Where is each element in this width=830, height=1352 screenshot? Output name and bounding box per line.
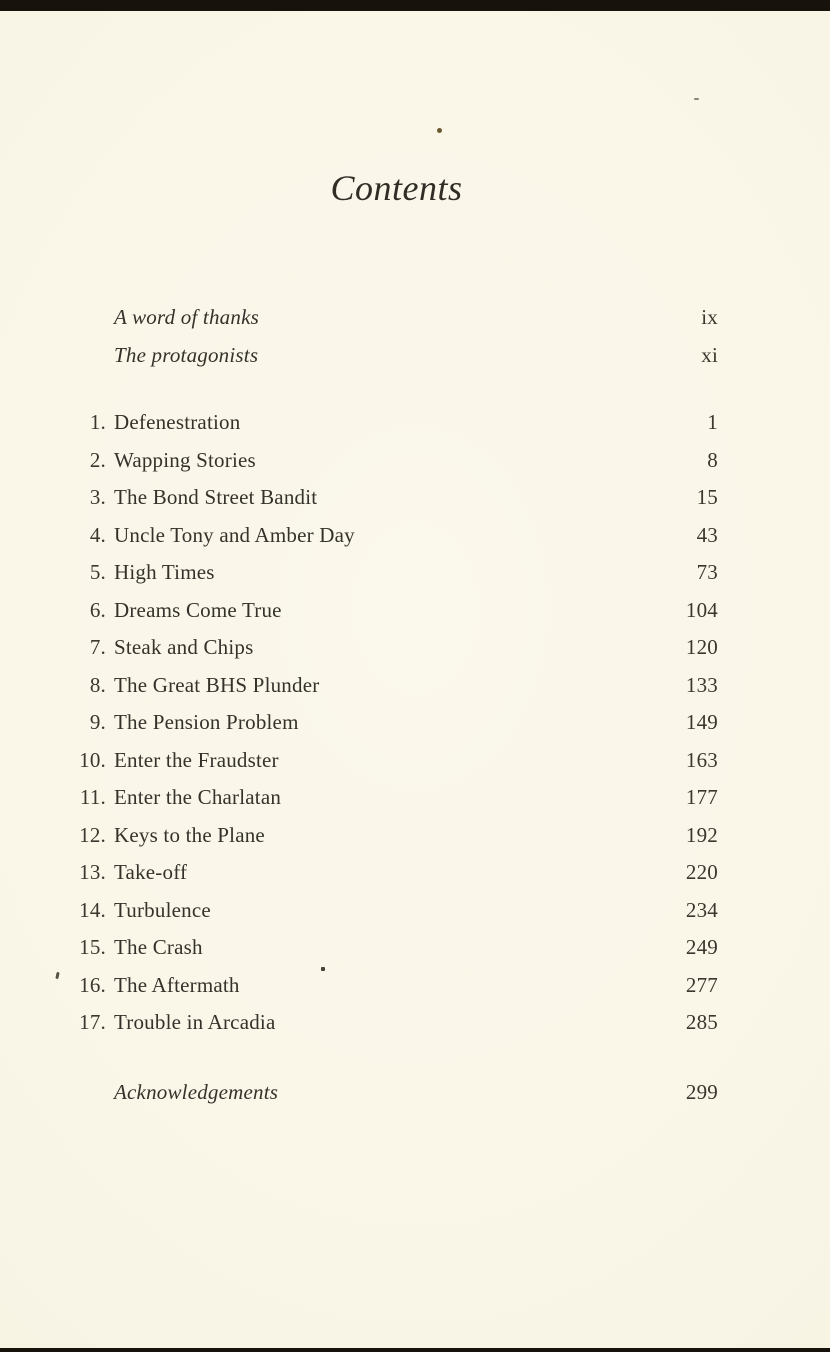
chapter-title: The Great BHS Plunder — [114, 672, 320, 697]
toc-entry — [75, 817, 718, 855]
chapter-list — [75, 404, 718, 1042]
chapter-number: 2. — [89, 447, 106, 472]
toc-entry — [75, 298, 718, 336]
chapter-number: 14. — [79, 897, 106, 922]
back-matter-list — [75, 1073, 718, 1111]
toc-entry — [75, 517, 718, 555]
toc-entry — [75, 704, 718, 742]
chapter-title: Uncle Tony and Amber Day — [114, 522, 355, 547]
page-number: 15 — [696, 485, 718, 510]
chapter-title: Enter the Fraudster — [114, 747, 279, 772]
back-matter-label: Acknowledgements — [114, 1079, 279, 1104]
page-number: 177 — [685, 785, 718, 810]
chapter-number: 10. — [79, 747, 106, 772]
toc-entry — [75, 629, 718, 667]
chapter-title: High Times — [114, 560, 215, 585]
page-number: 277 — [685, 972, 718, 997]
toc-entry — [75, 854, 718, 892]
chapter-title: The Bond Street Bandit — [114, 485, 318, 510]
chapter-title: Enter the Charlatan — [114, 785, 282, 810]
chapter-title: Keys to the Plane — [114, 822, 265, 847]
page-number: ix — [701, 304, 718, 329]
chapter-title: Steak and Chips — [114, 635, 254, 660]
chapter-number: 16. — [79, 972, 106, 997]
page-number: 1 — [707, 410, 718, 435]
scan-speck — [437, 128, 442, 133]
chapter-number: 7. — [89, 635, 106, 660]
page-number: 299 — [685, 1079, 718, 1104]
toc-entry — [75, 742, 718, 780]
page-number: 133 — [685, 672, 718, 697]
chapter-title: The Aftermath — [114, 972, 240, 997]
chapter-number: 4. — [89, 522, 106, 547]
page-number: 192 — [685, 822, 718, 847]
chapter-number: 1. — [89, 410, 106, 435]
toc-entry — [75, 479, 718, 517]
chapter-title: Turbulence — [114, 897, 211, 922]
toc-entry — [75, 1073, 718, 1111]
toc-entry — [75, 336, 718, 374]
front-matter-list — [75, 298, 718, 374]
page-number: 249 — [685, 935, 718, 960]
chapter-number: 5. — [89, 560, 106, 585]
toc-entry — [75, 554, 718, 592]
page-number: 120 — [685, 635, 718, 660]
scan-edge-top — [0, 0, 830, 11]
front-matter-label: A word of thanks — [114, 304, 259, 329]
scan-edge-bottom — [0, 1348, 830, 1352]
toc-entry — [75, 1004, 718, 1042]
chapter-title: Defenestration — [114, 410, 241, 435]
scan-speck — [55, 972, 59, 979]
chapter-number: 12. — [79, 822, 106, 847]
chapter-number: 15. — [79, 935, 106, 960]
toc-entry — [75, 929, 718, 967]
page-number: 73 — [696, 560, 718, 585]
toc-entry — [75, 667, 718, 705]
toc-entry — [75, 967, 718, 1005]
scan-speck — [694, 98, 699, 100]
chapter-title: Trouble in Arcadia — [114, 1010, 276, 1035]
chapter-number: 6. — [89, 597, 106, 622]
chapter-title: Take-off — [114, 860, 188, 885]
chapter-number: 3. — [89, 485, 106, 510]
chapter-number: 13. — [79, 860, 106, 885]
page-number: 285 — [685, 1010, 718, 1035]
chapter-number: 17. — [79, 1010, 106, 1035]
page-number: 43 — [696, 522, 718, 547]
chapter-title: The Crash — [114, 935, 203, 960]
toc-entry — [75, 404, 718, 442]
page-number: 149 — [685, 710, 718, 735]
page-number: xi — [701, 342, 718, 367]
front-matter-label: The protagonists — [114, 342, 259, 367]
page-number: 8 — [707, 447, 718, 472]
toc-entry — [75, 779, 718, 817]
chapter-number: 8. — [89, 672, 106, 697]
page-number: 220 — [685, 860, 718, 885]
page-number: 234 — [685, 897, 718, 922]
page-number: 104 — [685, 597, 718, 622]
toc-entry — [75, 592, 718, 630]
toc-entry — [75, 442, 718, 480]
chapter-title: Wapping Stories — [114, 447, 256, 472]
toc-entry — [75, 892, 718, 930]
page-number: 163 — [685, 747, 718, 772]
chapter-title: Dreams Come True — [114, 597, 282, 622]
chapter-number: 9. — [89, 710, 106, 735]
contents-title: Contents — [330, 168, 463, 208]
chapter-number: 11. — [79, 785, 106, 810]
chapter-title: The Pension Problem — [114, 710, 299, 735]
